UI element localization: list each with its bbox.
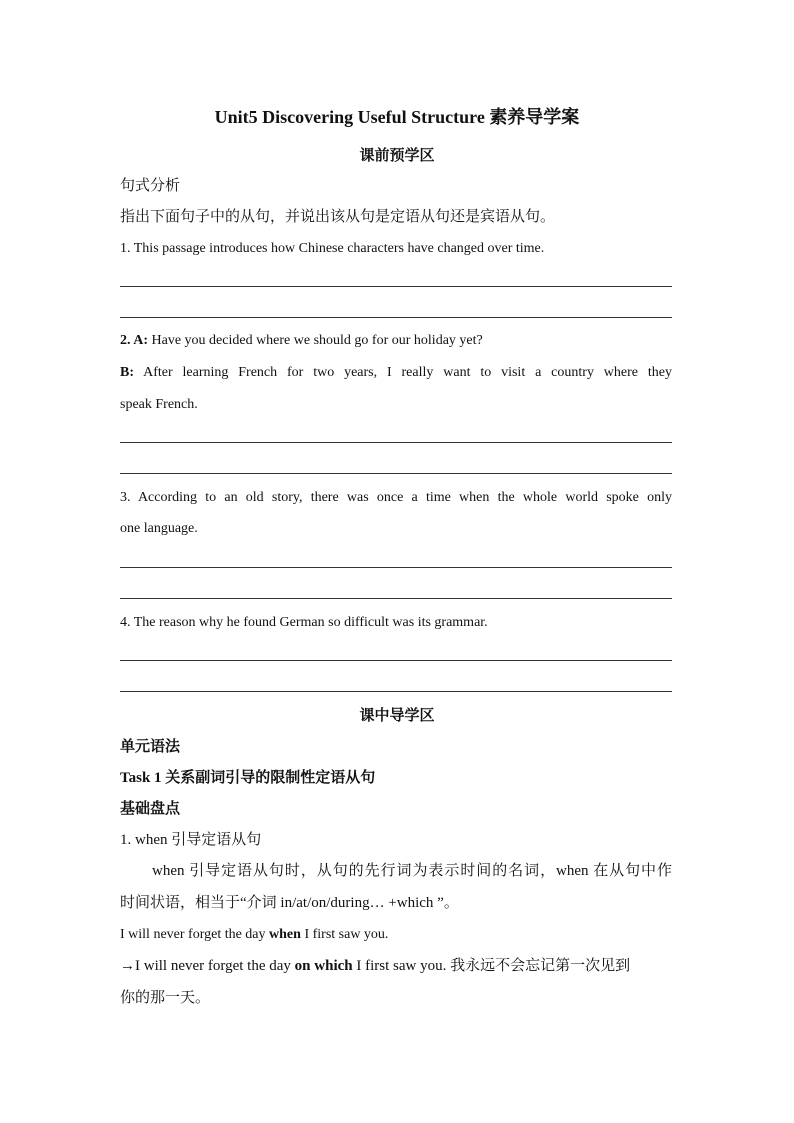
pre-class-heading: 课前预学区 <box>359 146 435 164</box>
answer-line <box>120 567 672 568</box>
example-2-keyword: on which <box>294 958 353 974</box>
example-2-text-end: I first saw you. 我永远不会忘记第一次见到 <box>352 958 631 974</box>
question-3: 3. According to an old story, there was once a time when the whole world spoke only <box>120 490 672 505</box>
question-2-b-continued: speak French. <box>120 397 198 412</box>
speaker-a-label: 2. A: <box>120 333 148 348</box>
instruction-text: 指出下面句子中的从句，并说出该从句是定语从句还是宾语从句。 <box>120 207 556 225</box>
question-4: 4. The reason why he found German so difficult was its grammar. <box>120 615 488 630</box>
in-class-heading: 课中导学区 <box>359 706 435 724</box>
pre-class-subheading: 句式分析 <box>120 176 181 194</box>
speaker-b-label: B: <box>120 365 134 380</box>
answer-line <box>120 473 672 474</box>
page-title: Unit5 Discovering Useful Structure 素养导学案 <box>214 107 580 127</box>
example-1-text-end: I first saw you. <box>300 927 389 942</box>
question-3-continued: one language. <box>120 521 198 536</box>
point-1-heading: 1. when 引导定语从句 <box>120 832 262 848</box>
answer-line <box>120 598 672 599</box>
question-2-b-text: After learning French for two years, I really want to visit a country where they <box>134 365 672 380</box>
basics-heading: 基础盘点 <box>120 799 181 817</box>
example-2-text: →I will never forget the day <box>120 958 295 974</box>
answer-line <box>120 691 672 692</box>
question-2-a <box>120 332 483 350</box>
question-2-b <box>120 364 672 382</box>
section-heading: 单元语法 <box>120 737 181 755</box>
example-1-keyword: when <box>269 927 301 942</box>
question-1: 1. This passage introduces how Chinese characters have changed over time. <box>120 241 545 256</box>
answer-line <box>120 286 672 287</box>
task-heading: Task 1 关系副词引导的限制性定语从句 <box>120 770 376 786</box>
example-1-text: I will never forget the day <box>120 927 270 942</box>
explanation-line-2: 时间状语，相当于“介词 in/at/on/during… +which ”。 <box>120 895 459 911</box>
question-2-a-text: Have you decided where we should go for our holiday yet? <box>148 333 483 348</box>
example-1 <box>120 926 388 944</box>
answer-line <box>120 317 672 318</box>
example-2-continued: 你的那一天。 <box>120 988 211 1006</box>
example-2 <box>120 957 630 975</box>
answer-line <box>120 442 672 443</box>
explanation-line-1: when 引导定语从句时，从句的先行词为表示时间的名词，when 在从句中作 <box>152 863 672 879</box>
answer-line <box>120 660 672 661</box>
